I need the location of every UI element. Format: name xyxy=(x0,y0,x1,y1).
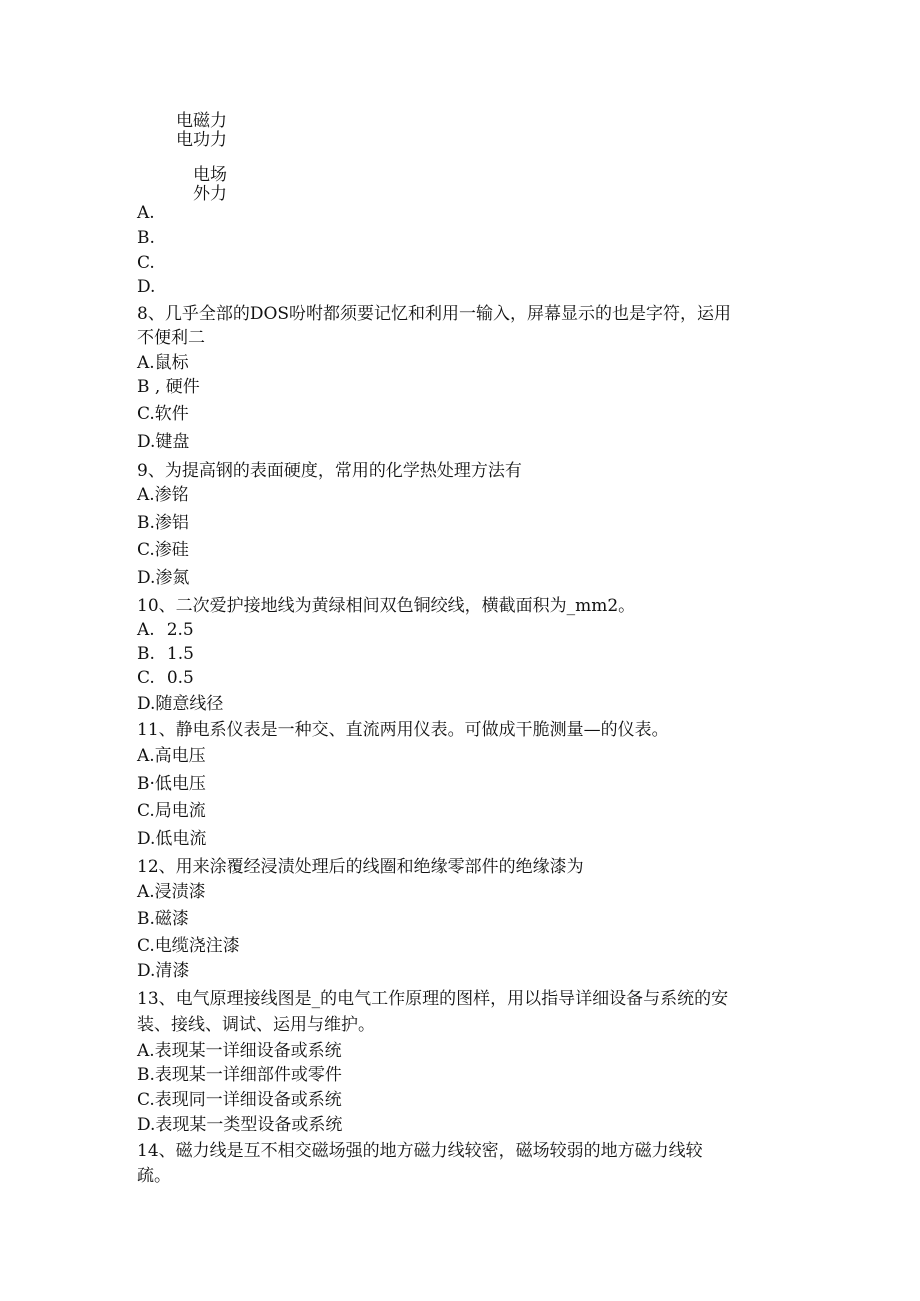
q13-text-line1: 13、电气原理接线图是_的电气工作原理的图样，用以指导详细设备与系统的安 xyxy=(137,989,729,1009)
top-text-1: 电磁力 xyxy=(176,111,227,131)
q8-option-c: C.软件 xyxy=(137,404,189,424)
q10-option-a-letter: A. xyxy=(137,620,155,640)
q11-option-b: B·低电压 xyxy=(137,774,206,794)
q10-option-d: D.随意线径 xyxy=(137,694,224,714)
q12-option-b: B.磁漆 xyxy=(137,909,189,929)
q7-option-b: B. xyxy=(137,228,155,248)
q7-option-d: D. xyxy=(137,277,156,297)
q13-text-line2: 装、接线、调试、运用与维护。 xyxy=(137,1015,375,1035)
q7-option-a: A. xyxy=(137,203,155,223)
q9-text: 9、为提高钢的表面硬度，常用的化学热处理方法有 xyxy=(137,461,522,481)
q9-option-a: A.渗铭 xyxy=(137,485,189,505)
q10-option-a-value: 2.5 xyxy=(166,620,194,640)
q9-option-b: B.渗铝 xyxy=(137,513,189,533)
q10-option-b xyxy=(137,644,194,664)
q8-option-d: D.键盘 xyxy=(137,432,190,452)
q11-option-d: D.低电流 xyxy=(137,829,207,849)
q7-option-c: C. xyxy=(137,253,155,273)
q10-option-c-value: 0.5 xyxy=(166,668,194,688)
q11-option-c: C.局电流 xyxy=(137,801,206,821)
q10-text: 10、二次爱护接地线为黄绿相间双色铜绞线，横截面积为_mm2。 xyxy=(137,596,636,616)
top-text-2: 电功力 xyxy=(176,130,227,150)
q11-option-a: A.高电压 xyxy=(137,746,206,766)
q12-option-a: A.浸渍漆 xyxy=(137,882,206,902)
q10-option-b-value: 1.5 xyxy=(166,644,194,664)
q8-text-line2: 不便利二 xyxy=(137,328,205,348)
q12-option-c: C.电缆浇注漆 xyxy=(137,936,240,956)
q10-option-a xyxy=(137,620,194,640)
q10-option-b-letter: B. xyxy=(137,644,155,664)
q9-option-c: C.渗硅 xyxy=(137,540,189,560)
q9-option-d: D.渗氮 xyxy=(137,568,190,588)
q10-option-c xyxy=(137,668,194,688)
q12-option-d: D.清漆 xyxy=(137,961,190,981)
q8-option-a: A.鼠标 xyxy=(137,353,189,373)
top-text-3: 电场 xyxy=(193,165,227,185)
q8-option-b: B , 硬件 xyxy=(137,377,200,397)
q8-text-line1: 8、几乎全部的DOS吩咐都须要记忆和利用一输入，屏幕显示的也是字符，运用 xyxy=(137,304,732,324)
q13-option-d: D.表现某一类型设备或系统 xyxy=(137,1115,343,1135)
q10-option-c-letter: C. xyxy=(137,668,155,688)
top-text-4: 外力 xyxy=(193,184,227,204)
q14-text-line1: 14、磁力线是互不相交磁场强的地方磁力线较密，磁场较弱的地方磁力线较 xyxy=(137,1141,703,1161)
q13-option-b: B.表现某一详细部件或零件 xyxy=(137,1065,342,1085)
q12-text: 12、用来涂覆经浸渍处理后的线圈和绝缘零部件的绝缘漆为 xyxy=(137,857,584,877)
q14-text-line2: 疏。 xyxy=(137,1166,171,1186)
q13-option-c: C.表现同一详细设备或系统 xyxy=(137,1090,342,1110)
q11-text: 11、静电系仪表是一种交、直流两用仪表。可做成干脆测量—的仪表。 xyxy=(137,720,669,740)
q13-option-a: A.表现某一详细设备或系统 xyxy=(137,1041,342,1061)
